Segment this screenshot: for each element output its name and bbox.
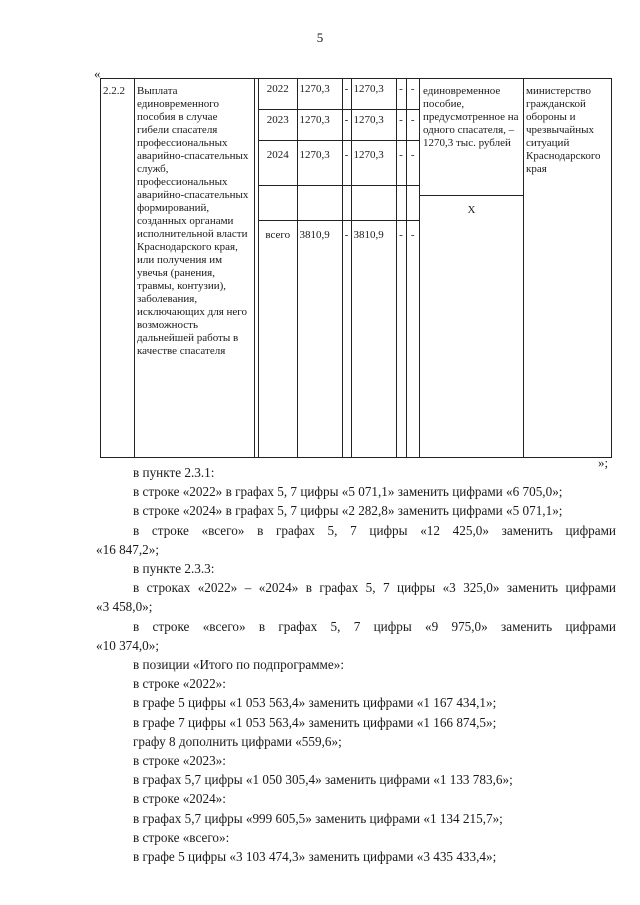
row-description: Выплата единовременного пособия в случае гибели спасателя профессиональных аварийно-спасательных служб, профессиональных аварийно-спасательных формирований, созданных органами исполнительной власти Краснодарского края, или получения им увечья (ранения, травмы, контузии), заболевания, исключающих для него возможность дальнейшей работы в качестве спасателя [135, 79, 255, 458]
year-col-empty: - [406, 110, 419, 141]
text-line: в графах 5,7 цифры «999 605,5» заменить цифрами «1 134 215,7»; [133, 810, 503, 826]
text-line: в строке «2024» в графах 5, 7 цифры «2 282,8» заменить цифрами «5 071,1»; [133, 503, 563, 519]
text-line: в строке «2022» в графах 5, 7 цифры «5 071,1» заменить цифрами «6 705,0»; [133, 484, 563, 500]
year-col-empty: - [342, 79, 351, 110]
year-col-empty: - [396, 141, 406, 186]
text-line: в строках «2022» – «2024» в графах 5, 7 цифры «3 325,0» заменить цифрами [133, 580, 616, 596]
text-line: в позиции «Итого по подпрограмме»: [133, 657, 345, 673]
text-line: в пункте 2.3.3: [133, 561, 215, 577]
year-col-empty: - [410, 229, 415, 241]
year-total: 1270,3 [297, 141, 342, 186]
text-line: в строке «2022»: [133, 676, 226, 692]
text-line: графу 8 дополнить цифрами «559,6»; [133, 733, 342, 749]
text-line: в строке «всего» в графах 5, 7 цифры «9 975,0» заменить цифрами [133, 618, 616, 634]
text-line: в графе 7 цифры «1 053 563,4» заменить цифрами «1 166 874,5»; [133, 714, 497, 730]
result-cell [420, 79, 524, 458]
year-col-empty: - [342, 141, 351, 186]
result-total: Х [467, 204, 476, 216]
year-values-cell [259, 79, 420, 458]
year-row-gap [259, 186, 419, 221]
year-row-2022 [259, 79, 419, 110]
text-line: в строке «2023»: [133, 753, 226, 769]
amendment-text [96, 463, 616, 866]
text-line: в графах 5,7 цифры «1 050 305,4» заменить цифрами «1 133 783,6»; [133, 772, 513, 788]
text-line: «10 374,0»; [96, 637, 160, 653]
opening-quote: « [94, 66, 101, 81]
row-executor: министерство гражданской обороны и чрезвычайных ситуаций Краснодарского края [524, 79, 612, 458]
year-total: 3810,9 [297, 221, 342, 458]
year-regional: 1270,3 [351, 141, 396, 186]
year-label: 2024 [259, 141, 297, 186]
year-regional: 1270,3 [351, 110, 396, 141]
text-line: «3 458,0»; [96, 599, 153, 615]
year-col-empty: - [396, 221, 406, 458]
year-row-2024 [259, 141, 419, 186]
year-total: 1270,3 [297, 79, 342, 110]
text-line: «16 847,2»; [96, 541, 160, 557]
year-total: 1270,3 [297, 110, 342, 141]
text-line: в строке «2024»: [133, 791, 226, 807]
text-line: в графе 5 цифры «1 053 563,4» заменить цифрами «1 167 434,1»; [133, 695, 497, 711]
table-row [101, 79, 612, 458]
year-col-empty: - [342, 221, 351, 458]
text-line: в строке «всего»: [133, 829, 230, 845]
result-text: единовременное пособие, предусмотренное на одного спасателя, – 1270,3 тыс. рублей [423, 85, 519, 149]
year-col-empty: - [406, 79, 419, 110]
page-number: 5 [316, 30, 324, 45]
year-regional: 3810,9 [351, 221, 396, 458]
year-row-total [259, 221, 419, 458]
year-regional: 1270,3 [351, 79, 396, 110]
year-col-empty: - [396, 110, 406, 141]
year-col-empty: - [342, 110, 351, 141]
year-label: 2023 [259, 110, 297, 141]
closing-quote: »; [598, 455, 609, 470]
text-line: в пункте 2.3.1: [133, 465, 215, 480]
year-values-table [259, 79, 419, 457]
text-line: в строке «всего» в графах 5, 7 цифры «12 425,0» заменить цифрами [133, 522, 616, 538]
program-table [100, 78, 612, 458]
year-col-empty: - [396, 79, 406, 110]
year-row-2023 [259, 110, 419, 141]
row-code: 2.2.2 [101, 79, 135, 458]
year-col-empty: - [410, 149, 415, 161]
year-label: 2022 [259, 79, 297, 110]
text-line: в графе 5 цифры «3 103 474,3» заменить цифрами «3 435 433,4»; [133, 849, 497, 865]
year-label: всего [259, 221, 297, 458]
